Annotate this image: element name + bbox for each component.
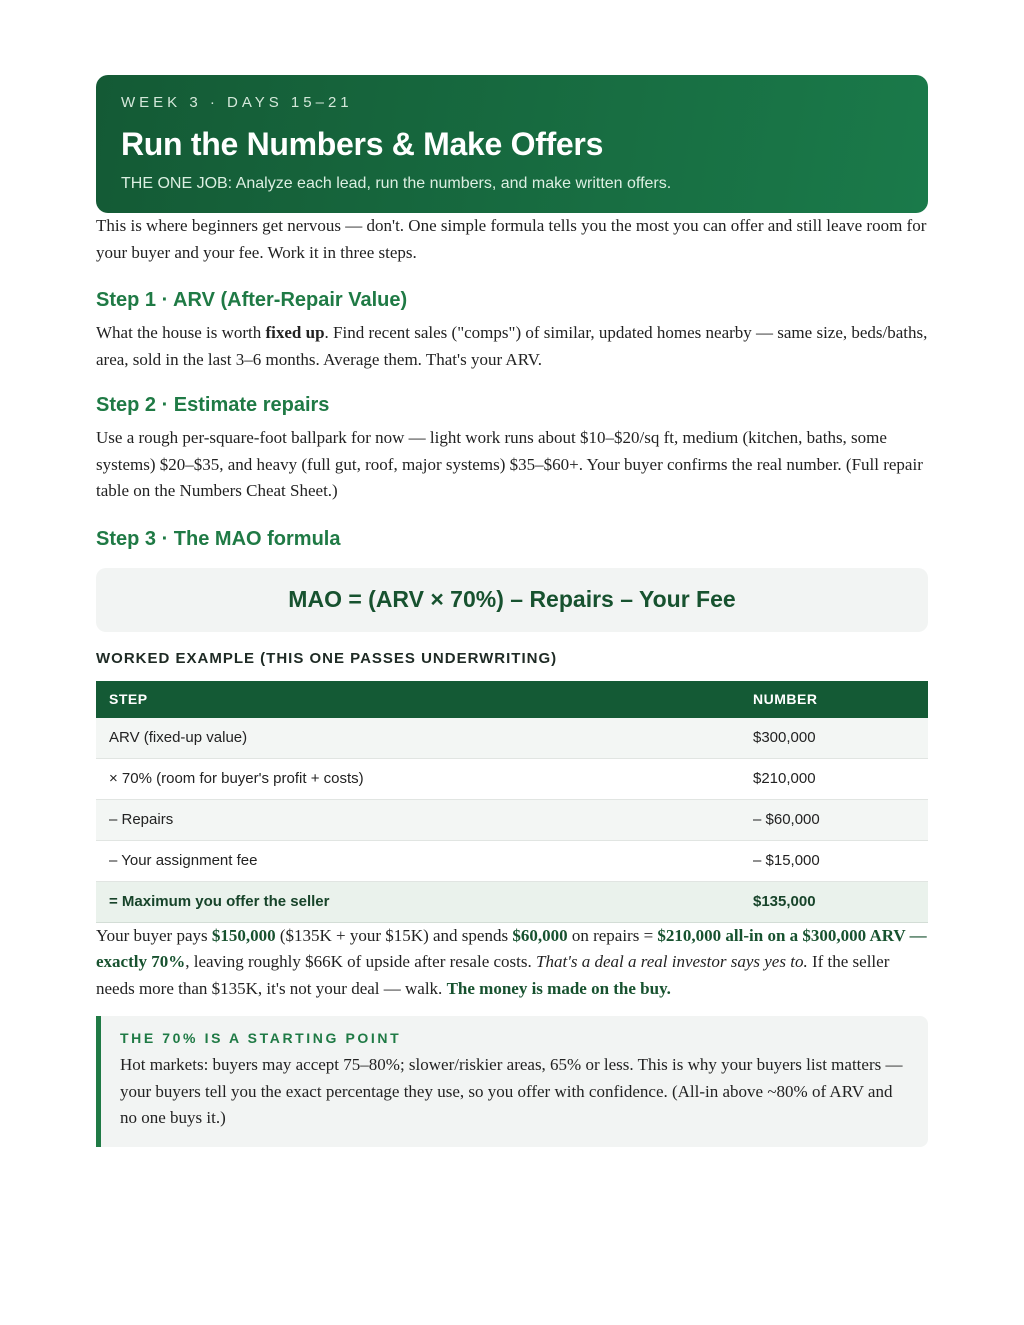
column-header-number: NUMBER — [740, 681, 928, 718]
worked-example-heading: WORKED EXAMPLE (THIS ONE PASSES UNDERWRITING) — [96, 649, 558, 667]
intro-paragraph: This is where beginners get nervous — don't. One simple formula tells you the most you can offer and still leave room for your buyer and your fee. Work it in three steps. — [96, 216, 927, 262]
table-header-row — [96, 681, 928, 718]
row-step: – Your assignment fee — [96, 840, 740, 881]
worked-example-table — [96, 681, 928, 923]
step-1-heading: Step 1 · ARV (After-Repair Value) — [96, 289, 408, 311]
row-step: – Repairs — [96, 799, 740, 840]
step-2-heading: Step 2 · Estimate repairs — [96, 394, 330, 416]
step-3-heading: Step 3 · The MAO formula — [96, 527, 341, 550]
table-row — [96, 840, 928, 881]
row-step: × 70% (room for buyer's profit + costs) — [96, 758, 740, 799]
week-header — [96, 75, 928, 213]
row-number: – $60,000 — [740, 799, 928, 840]
step-1-text: What the house is worth fixed up. Find recent sales ("comps") of similar, updated homes nearby — same size, beds/baths, area, sold in the last 3–6 months. Average them. That's your ARV. — [96, 323, 928, 369]
mao-formula: MAO = (ARV × 70%) – Repairs – Your Fee — [96, 568, 928, 632]
table-total-row — [96, 881, 928, 922]
page — [96, 75, 928, 1147]
column-header-step: STEP — [96, 681, 740, 718]
table-row — [96, 718, 928, 759]
total-number: $135,000 — [740, 881, 928, 922]
row-number: $210,000 — [740, 758, 928, 799]
summary-paragraph: Your buyer pays $150,000 ($135K + your $15K) and spends $60,000 on repairs = $210,000 all-in on a $300,000 ARV — exactly 70%, leaving roughly $66K of upside after resale costs. That's a deal a real investor says yes to. If the seller needs more than $135K, it's not your deal — walk. The money is made on the buy. — [96, 925, 927, 998]
week-label: WEEK 3 · DAYS 15–21 — [121, 94, 353, 111]
row-step: ARV (fixed-up value) — [96, 718, 740, 759]
one-job-text: THE ONE JOB: Analyze each lead, run the numbers, and make written offers. — [121, 175, 672, 192]
step-2-text: Use a rough per-square-foot ballpark for now — light work runs about $10–$20/sq ft, medium (kitchen, baths, some systems) $20–$35, and heavy (full gut, roof, major systems) $35–$60+. Your buyer confirms the real number. (Full repair table on the Numbers Cheat Sheet.) — [96, 428, 923, 500]
callout-box — [96, 1016, 928, 1147]
row-number: – $15,000 — [740, 840, 928, 881]
total-step: = Maximum you offer the seller — [96, 881, 740, 922]
callout-text: Hot markets: buyers may accept 75–80%; slower/riskier areas, 65% or less. This is why your buyers list matters — your buyers tell you the exact percentage they use, so you offer with confidence. (All-in above ~80% of ARV and no one buys it.) — [120, 1055, 903, 1127]
page-title: Run the Numbers & Make Offers — [121, 126, 604, 162]
table-row — [96, 758, 928, 799]
callout-title: THE 70% IS A STARTING POINT — [120, 1030, 402, 1046]
table-row — [96, 799, 928, 840]
row-number: $300,000 — [740, 718, 928, 759]
step-1-emphasis: fixed up — [265, 323, 325, 342]
